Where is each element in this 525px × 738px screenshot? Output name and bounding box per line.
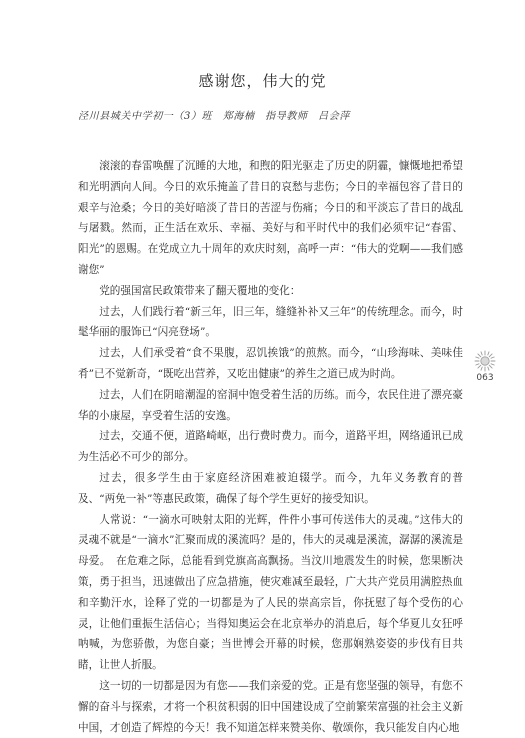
paragraph: 党的强国富民政策带来了翻天覆地的变化： <box>99 284 301 297</box>
paragraph: 过去，很多学生由于家庭经济困难被迫辍学。而今，九年义务教育的普及、“两免一补”等惠民政策，确保了每个学生更好的接受知识。 <box>78 471 463 505</box>
article-title: 感谢您，伟大的党 <box>198 72 327 90</box>
paragraph: 过去，人们践行着“新三年，旧三年，缝缝补补又三年”的传统理念。而今，时髦华丽的服饰已“闪亮登场”。 <box>78 305 463 339</box>
paragraph: 过去，交通不便，道路崎岖，出行费时费力。而今，道路平坦，网络通讯已成为生活必不可少的部分。 <box>78 430 463 464</box>
sunburst-ornament-icon <box>474 350 496 372</box>
paragraph: 滚滚的春雷唤醒了沉睡的大地，和煦的阳光驱走了历史的阴霾，慷慨地把希望和光明洒向人间。今日的欢乐掩盖了昔日的哀愁与悲伤；今日的幸福包容了昔日的艰辛与沧桑；今日的美好暗淡了昔日的苦涩与伤痛；今日的和平淡忘了昔日的战乱与屠戮。然而，正生活在欢乐、幸福、美好与和平时代中的我们必须牢记“春雷、阳光”的恩赐。在党成立九十周年的欢庆时刻，高呼一声：“伟大的党啊——我们感谢您” <box>78 160 463 276</box>
page-number: 063 <box>476 373 494 383</box>
paragraph: 过去，人们承受着“食不果腹，忍饥挨饿”的煎熬。而今，“山珍海味、美味佳肴”已不觉新奇，“既吃出营养，又吃出健康”的养生之道已成为时尚。 <box>78 347 463 380</box>
article-byline: 泾川县城关中学初一（3）班 郑海楠 指导教师 吕会萍 <box>78 111 350 122</box>
paragraph: 这一切的一切都是因为有您——我们亲爱的党。正是有您坚强的领导，有您不懈的奋斗与探索，才将一个积贫积弱的旧中国建设成了空前繁荣富强的社会主义新中国，才创造了辉煌的今天！我不知道怎样来赞美你、敬颂你，我只能发自内心地 <box>78 679 463 734</box>
paragraph: 人常说：“一滴水可映射太阳的光辉，件件小事可传送伟大的灵魂。”这伟大的灵魂不就是“一滴水”汇聚而成的溪流吗？是的，伟大的灵魂是溪流，潺潺的溪流是母爱。 在危难之际，总能看到党旗高高飘扬。当汶川地震发生的时候，您果断决策，勇于担当，迅速做出了应急措施，使灾难减至最轻，广大共产党员用满腔热血和辛勤汗水，诠释了党的一切都是为了人民的崇高宗旨，你抚慰了每个受伤的心灵，让他们重振生活信心；当得知奥运会在北京举办的消息后，每个华夏儿女狂呼呐喊，为您骄傲，为您自豪；当世博会开幕的时候，您那娴熟姿姿的步伐有目共睹，让世人折服。 <box>78 513 463 672</box>
paragraph: 过去，人们在阴暗潮湿的窑洞中饱受着生活的历练。而今，农民住进了漂亮豪华的小康屋，享受着生活的安逸。 <box>78 388 463 422</box>
page-marker <box>470 350 500 383</box>
article-body <box>78 156 463 738</box>
